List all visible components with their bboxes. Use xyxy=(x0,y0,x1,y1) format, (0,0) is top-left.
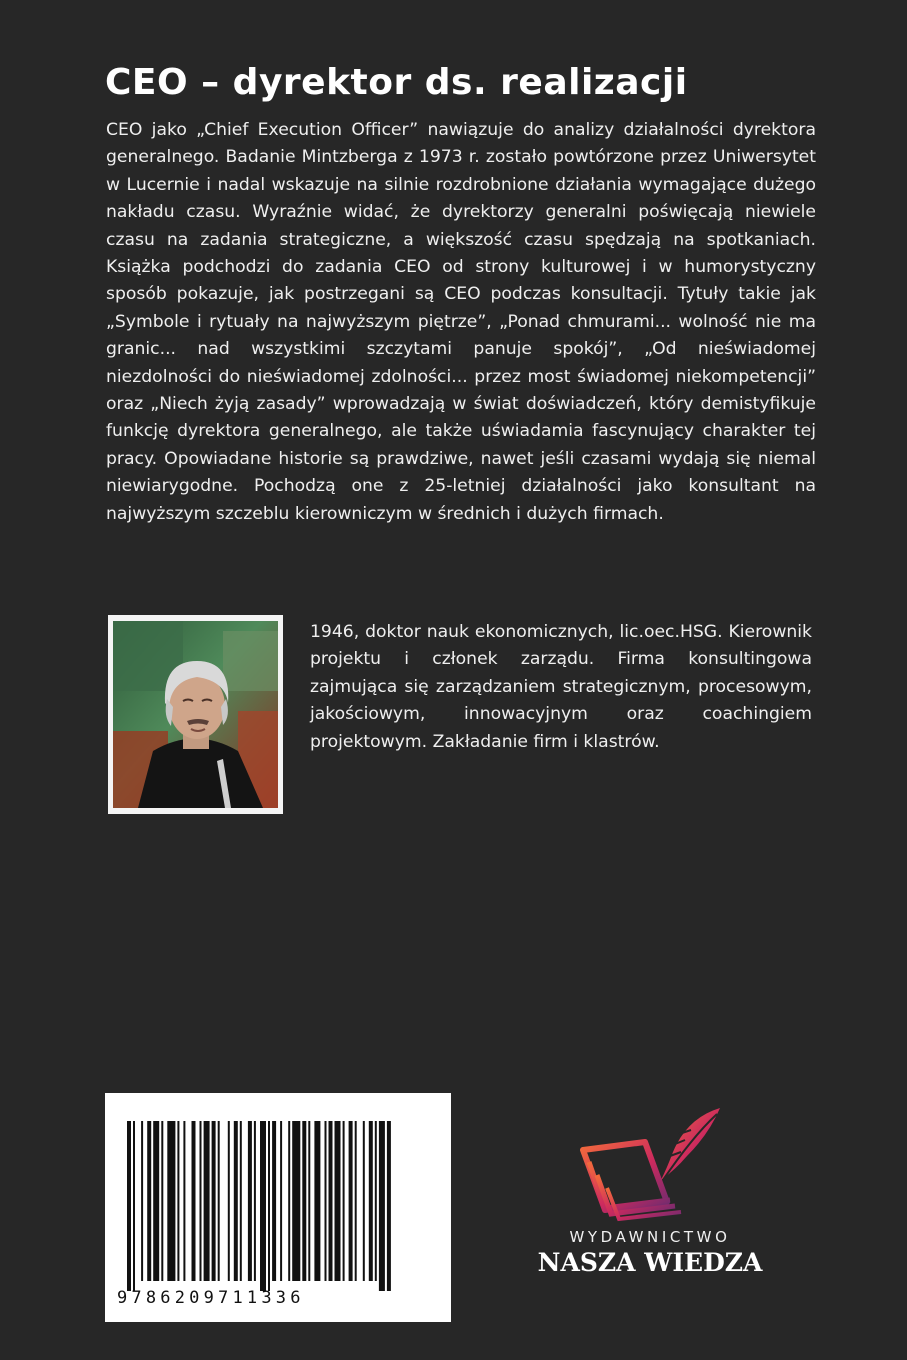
barcode-bar xyxy=(147,1121,151,1281)
book-description: CEO jako „Chief Execution Officer” nawiązuje do analizy działalności dyrektora generalnego. Badanie Mintzberga z 1973 r. zostało powtórzone przez Uniwersytet w Lucernie i nadal wskazuje na silnie rozdrobnione działania wymagające dużego nakładu czasu. Wyraźnie widać, że dyrektorzy generalni poświęcają niewiele czasu na zadania strategiczne, a większość czasu spędzają na spotkaniach. Książka podchodzi do zadania CEO od strony kulturowej i w humorystyczny sposób pokazuje, jak postrzegani są CEO podczas konsultacji. Tytuły takie jak „Symbole i rytuały na najwyższym piętrze”, „Ponad chmurami... wolność nie ma granic... nad wszystkimi szczytami panuje spokój”, „Od nieświadomej niezdolności do nieświadomej zdolności... przez most świadomej niekompetencji” oraz „Niech żyją zasady” wprowadzają w świat doświadczeń, który demistyfikuje funkcję dyrektora generalnego, ale także uświadamia fascynujący charakter tej pracy. Opowiadane historie są prawdziwe, nawet jeśli czasami wydają się niemal niewiarygodne. Pochodzą one z 25-letniej działalności jako konsultant na najwyższym szczeblu kierowniczym w średnich i dużych firmach. xyxy=(106,120,816,524)
barcode-bar xyxy=(302,1121,306,1281)
barcode-bar xyxy=(308,1121,310,1281)
barcode-bar xyxy=(375,1121,377,1281)
barcode-bar xyxy=(314,1121,320,1281)
book-quill-logo-icon xyxy=(575,1100,725,1222)
barcode-bar xyxy=(349,1121,353,1281)
barcode-bar xyxy=(183,1121,185,1281)
barcode-bar xyxy=(234,1121,238,1281)
author-portrait-icon xyxy=(113,621,278,808)
barcode-bar xyxy=(248,1121,252,1281)
barcode-bar xyxy=(254,1121,256,1281)
publisher-label: WYDAWNICTWO xyxy=(569,1228,731,1246)
barcode-bar xyxy=(228,1121,230,1281)
barcode-bar xyxy=(387,1121,391,1291)
author-photo xyxy=(108,615,283,814)
book-title: CEO – dyrektor ds. realizacji xyxy=(105,62,688,103)
barcode-bar xyxy=(141,1121,143,1281)
barcode-bar xyxy=(192,1121,196,1281)
barcode-bar xyxy=(167,1121,175,1281)
author-bio: 1946, doktor nauk ekonomicznych, lic.oec.HSG. Kierownik projektu i członek zarządu. Firma konsultingowa zajmująca się zarządzaniem strategicznym, procesowym, jakościowym, innowacyjnym oraz coachingiem projektowym. Zakładanie firm i klastrów. xyxy=(310,622,812,752)
barcode-bar xyxy=(369,1121,373,1281)
barcode-bar xyxy=(325,1121,327,1281)
publisher-logo xyxy=(520,1100,780,1290)
barcode-bar xyxy=(133,1121,135,1291)
barcode-bar xyxy=(260,1121,266,1291)
barcode-digits: 9786209711336 xyxy=(117,1288,305,1308)
isbn-barcode xyxy=(105,1093,451,1322)
barcode-bar xyxy=(272,1121,276,1281)
barcode-bar xyxy=(240,1121,242,1281)
barcode-bar xyxy=(153,1121,159,1281)
barcode-bar xyxy=(127,1121,131,1291)
barcode-bar xyxy=(212,1121,216,1281)
barcode-bar xyxy=(335,1121,341,1281)
barcode-bar xyxy=(280,1121,282,1281)
barcode-bar xyxy=(268,1121,270,1291)
barcode-bar xyxy=(329,1121,333,1281)
barcode-bar xyxy=(355,1121,357,1281)
barcode-bar xyxy=(343,1121,345,1281)
barcode-bar xyxy=(204,1121,210,1281)
barcode-bar xyxy=(292,1121,300,1281)
barcode-bar xyxy=(288,1121,290,1281)
barcode-bar xyxy=(177,1121,179,1281)
barcode-bar xyxy=(200,1121,202,1281)
barcode-bar xyxy=(161,1121,163,1281)
publisher-name: NASZA WIEDZA xyxy=(537,1248,763,1277)
barcode-bar xyxy=(218,1121,220,1281)
barcode-bar xyxy=(363,1121,365,1281)
barcode-bar xyxy=(379,1121,385,1291)
